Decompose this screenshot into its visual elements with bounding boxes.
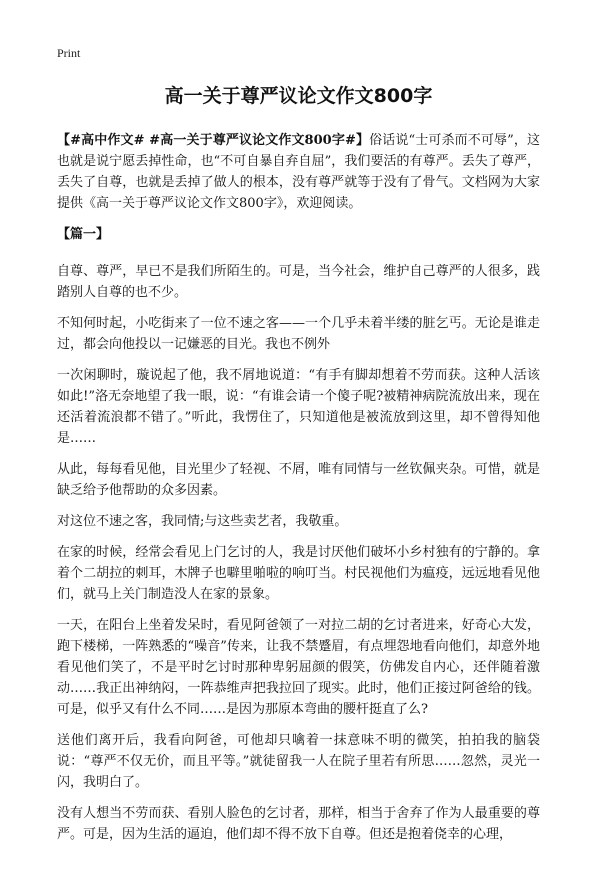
section-heading: 【篇一】 [57, 226, 110, 242]
intro-text: 俗话说“士可杀而不可辱”，这也就是说宁愿丢掉性命，也“不可自暴自弃自屈”，我们要活的有尊严。丢失了尊严，丢失了自尊，也就是丢掉了做人的根本，没有尊严就等于没有了骨气。文档网为大家提供《高一关于尊严议论文作文800字》，欢迎阅读。 [57, 132, 540, 211]
article-body [57, 130, 540, 870]
intro-tags: 【#高中作文# #高一关于尊严议论文作文800字#】 [57, 132, 370, 148]
body-paragraph-5: 对这位不速之客，我同情;与这些卖艺者，我敬重。 [57, 513, 348, 529]
print-link[interactable]: Print [57, 46, 81, 60]
body-paragraph-8: 送他们离开后，我看向阿爸，可他却只噙着一抹意味不明的微笑，拍拍我的脑袋说：“尊严不仅无价，而且平等。”就徒留我一人在院子里若有所思……忽然，灵光一闪，我明白了。 [57, 732, 540, 790]
body-paragraph-6: 在家的时候，经常会看见上门乞讨的人，我是讨厌他们破坏小乡村独有的宁静的。拿着个二胡拉的刺耳，木牌子也噼里啪啦的响叮当。村民视他们为瘟疫，远远地看见他们，就马上关门制造没人在家的景象。 [57, 544, 540, 602]
body-paragraph-7: 一天，在阳台上坐着发呆时，看见阿爸领了一对拉二胡的乞讨者进来，好奇心大发，跑下楼梯，一阵熟悉的“噪音”传来，让我不禁蹙眉，有点埋怨地看向他们，却意外地看见他们笑了，不是平时乞讨时那种卑躬屈颜的假笑，仿佛发自内心，还伴随着激动……我正出神纳闷，一阵恭维声把我拉回了现实。此时，他们正接过阿爸给的钱。可是，似乎又有什么不同……是因为那原本弯曲的腰杆挺直了么? [57, 617, 540, 717]
body-paragraph-2: 不知何时起，小吃街来了一位不速之客——一个几乎未着半缕的脏乞丐。无论是谁走过，都会向他投以一记嫌恶的目光。我也不例外 [57, 315, 540, 352]
body-paragraph-9: 没有人想当不劳而获、看别人脸色的乞讨者，那样，相当于舍弃了作为人最重要的尊严。可是，因为生活的逼迫，他们却不得不放下自尊。但还是抱着侥幸的心理， [57, 805, 540, 842]
page-title: 高一关于尊严议论文作文800字 [164, 85, 433, 107]
body-paragraph-4: 从此，每每看见他，目光里少了轻视、不屑，唯有同情与一丝钦佩夹杂。可惜，就是缺乏给予他帮助的众多因素。 [57, 461, 540, 498]
body-paragraph-1: 自尊、尊严，早已不是我们所陌生的。可是，当今社会，维护自己尊严的人很多，践踏别人自尊的也不少。 [57, 263, 540, 300]
body-paragraph-3: 一次闲聊时，璇说起了他，我不屑地说道：“有手有脚却想着不劳而获。这种人活该如此!”洛无奈地望了我一眼，说：“有谁会请一个傻子呢?被精神病院流放出来，现在还活着流浪都不错了。”听此，我愣住了，只知道他是被流放到这里，却不曾得知他是…… [57, 367, 540, 446]
intro-paragraph [57, 130, 540, 214]
